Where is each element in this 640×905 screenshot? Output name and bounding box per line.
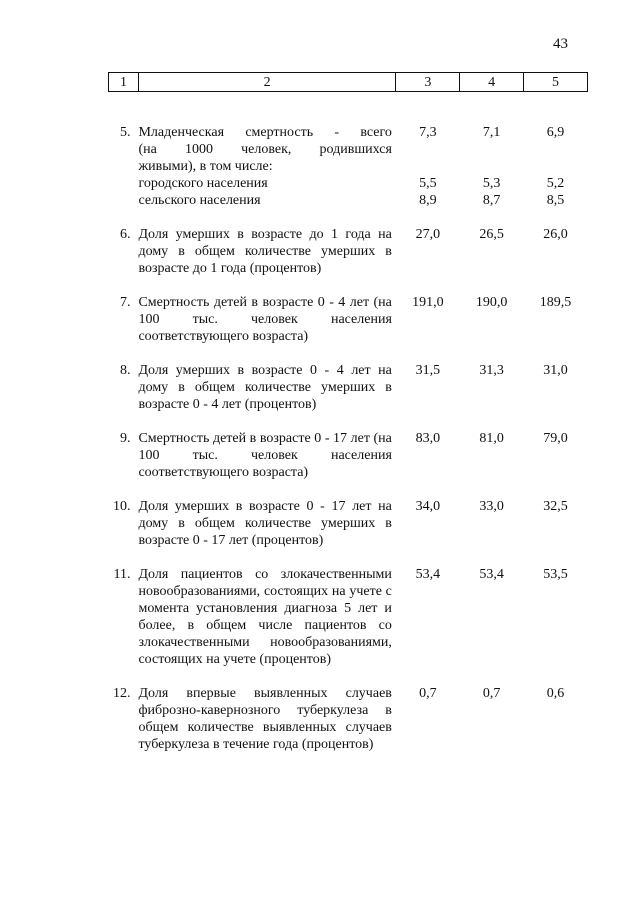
row-name-line: живыми), в том числе: xyxy=(138,159,273,174)
row-value-col3: 83,0 xyxy=(415,431,441,446)
subrow-value-col3: 8,9 xyxy=(419,193,437,208)
subrow-label: сельского населения xyxy=(138,193,261,208)
table-row xyxy=(109,566,588,668)
header-col-4: 4 xyxy=(460,73,524,92)
row-value-col5: 31,0 xyxy=(543,363,568,378)
row-name xyxy=(138,124,395,175)
row-value-col4: 31,3 xyxy=(479,363,504,378)
row-value-col4: 81,0 xyxy=(479,431,504,446)
row-number: 6. xyxy=(119,227,131,242)
table-row xyxy=(109,226,588,277)
table-row xyxy=(109,124,588,175)
row-number: 9. xyxy=(119,431,131,446)
row-number: 11. xyxy=(113,567,131,582)
header-col-3: 3 xyxy=(396,73,460,92)
row-name: Доля умерших в возрасте до 1 года на дому в общем количестве умерших в возрасте до 1 года (процентов) xyxy=(138,227,392,276)
row-value-col4: 26,5 xyxy=(479,227,504,242)
row-value-col3: 191,0 xyxy=(412,295,444,310)
row-name: Смертность детей в возрасте 0 - 17 лет (на 100 тыс. человек населения соответствующего возраста) xyxy=(138,431,392,480)
row-value-col5: 6,9 xyxy=(546,125,565,140)
header-col-2: 2 xyxy=(138,73,395,92)
subrow-value-col5: 5,2 xyxy=(546,176,565,191)
row-number: 7. xyxy=(119,295,131,310)
indicators-table xyxy=(108,72,588,753)
subrow-label: городского населения xyxy=(138,176,268,191)
table-row xyxy=(109,498,588,549)
row-value-col4: 33,0 xyxy=(479,499,504,514)
row-value-col4: 190,0 xyxy=(475,295,508,310)
row-name: Смертность детей в возрасте 0 - 4 лет (на 100 тыс. человек населения соответствующего возраста) xyxy=(138,295,392,344)
header-col-1: 1 xyxy=(109,73,139,92)
table-subrow xyxy=(109,175,588,192)
row-value-col5: 0,6 xyxy=(546,686,565,701)
row-value-col3: 0,7 xyxy=(419,686,437,701)
page-number: 43 xyxy=(553,36,568,52)
table-row xyxy=(109,430,588,481)
row-value-col5: 53,5 xyxy=(543,567,568,582)
table-subrow xyxy=(109,192,588,209)
table-row xyxy=(109,362,588,413)
row-value-col5: 189,5 xyxy=(539,295,572,310)
row-name-line: (на 1000 человек, родившихся xyxy=(138,142,392,157)
row-number: 8. xyxy=(119,363,131,378)
header-col-5: 5 xyxy=(524,73,588,92)
row-value-col5: 26,0 xyxy=(543,227,568,242)
row-number: 12. xyxy=(112,686,131,701)
row-name: Доля пациентов со злокачественными новообразованиями, состоящих на учете с момента установления диагноза 5 лет и более, в общем числе пациентов со злокачественными новообразованиями, состоящих на учете (процентов) xyxy=(138,567,392,667)
subrow-value-col3: 5,5 xyxy=(419,176,437,191)
subrow-value-col5: 8,5 xyxy=(546,193,565,208)
subrow-value-col4: 5,3 xyxy=(482,176,501,191)
row-name: Доля умерших в возрасте 0 - 4 лет на дому в общем количестве умерших в возрасте 0 - 4 лет (процентов) xyxy=(138,363,392,412)
row-name-line: Младенческая смертность - всего xyxy=(138,125,392,140)
table-row xyxy=(109,685,588,753)
row-value-col4: 53,4 xyxy=(479,567,504,582)
row-value-col3: 27,0 xyxy=(415,227,441,242)
row-number: 10. xyxy=(112,499,131,514)
row-name: Доля умерших в возрасте 0 - 17 лет на дому в общем количестве умерших в возрасте 0 - 17 лет (процентов) xyxy=(138,499,392,548)
row-value-col5: 32,5 xyxy=(543,499,568,514)
row-value-col3: 34,0 xyxy=(415,499,441,514)
row-number: 5. xyxy=(119,125,131,140)
table-row xyxy=(109,294,588,345)
subrow-value-col4: 8,7 xyxy=(482,193,501,208)
table-header-row xyxy=(109,73,588,92)
row-value-col3: 31,5 xyxy=(415,363,441,378)
row-value-col5: 79,0 xyxy=(543,431,568,446)
row-value-col3: 53,4 xyxy=(415,567,441,582)
row-value-col4: 0,7 xyxy=(482,686,501,701)
row-value-col3: 7,3 xyxy=(419,125,437,140)
row-value-col4: 7,1 xyxy=(482,125,501,140)
row-name: Доля впервые выявленных случаев фиброзно-кавернозного туберкулеза в общем количестве выявленных случаев туберкулеза в течение года (процентов) xyxy=(138,686,392,752)
